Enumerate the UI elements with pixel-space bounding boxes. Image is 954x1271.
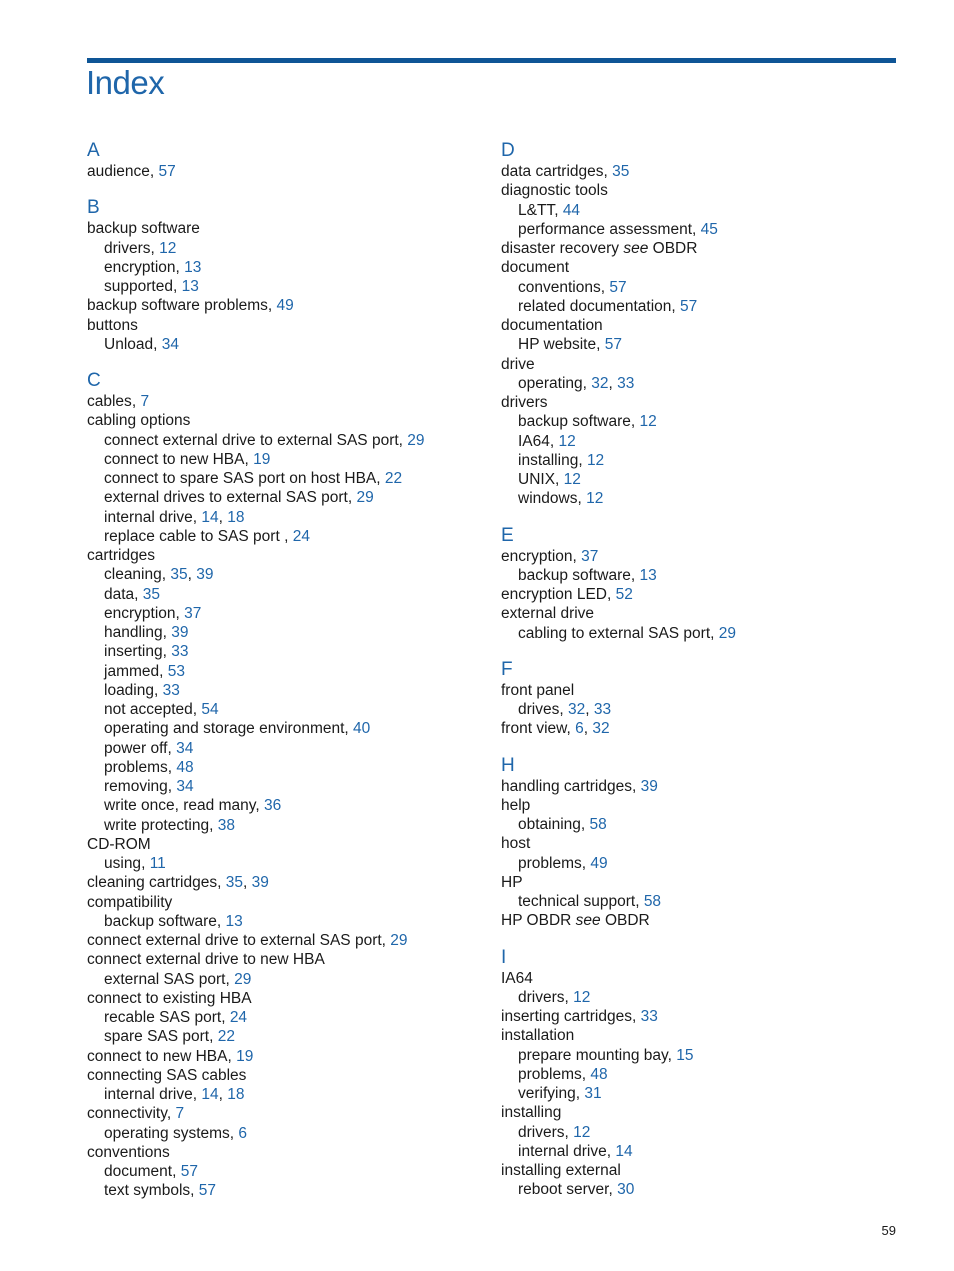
index-term: using: [104, 855, 142, 872]
index-subentry: using, 11: [104, 855, 166, 872]
index-subentry: operating, 32, 33: [518, 374, 635, 392]
page-link[interactable]: 32: [567, 701, 586, 718]
index-subentry: cleaning, 35, 39: [104, 566, 214, 584]
index-term: prepare mounting bay: [518, 1046, 668, 1064]
index-term: backup software problems: [87, 297, 268, 315]
page-link[interactable]: 6: [575, 720, 584, 738]
page-link[interactable]: 19: [253, 450, 271, 468]
page-link[interactable]: 34: [176, 778, 194, 795]
page-link[interactable]: 39: [171, 624, 189, 641]
index-entry: [87, 546, 487, 565]
index-term: encryption: [104, 258, 176, 276]
index-subentry: HP website, 57: [518, 336, 622, 354]
page-link[interactable]: 7: [175, 1105, 185, 1123]
index-entry: [501, 355, 901, 374]
index-subentry: drives, 32, 33: [518, 701, 612, 718]
page-link[interactable]: 12: [159, 239, 177, 257]
index-subentry: technical support, 58: [518, 893, 662, 910]
index-entry: connect to new HBA, 19: [87, 1047, 254, 1065]
index-entry: inserting cartridges, 33: [501, 1008, 658, 1025]
page-link[interactable]: 34: [161, 335, 179, 353]
index-term: backup software: [104, 912, 217, 930]
index-term: drives: [518, 701, 560, 718]
page-link[interactable]: 40: [353, 720, 371, 738]
index-column-right: [501, 140, 901, 1200]
index-term: cartridges: [87, 547, 156, 564]
index-letter-heading: E: [501, 524, 514, 546]
index-entry: backup software problems, 49: [87, 297, 294, 315]
index-subentry: problems, 48: [104, 758, 194, 776]
page-link[interactable]: 15: [676, 1046, 694, 1064]
index-subentry: reboot server, 30: [518, 1181, 635, 1199]
see-reference: see: [575, 912, 601, 930]
index-subentry: verifying, 31: [518, 1085, 602, 1102]
page-link[interactable]: 24: [292, 527, 310, 545]
index-entry: [501, 796, 901, 815]
index-letter-heading: I: [501, 946, 507, 968]
index-subentry: spare SAS port, 22: [104, 1028, 235, 1046]
page-link[interactable]: 33: [617, 374, 635, 392]
index-term: HP: [501, 873, 523, 891]
page-link[interactable]: 35: [170, 566, 188, 584]
index-letter-heading: C: [87, 370, 101, 391]
index-entry: [501, 239, 901, 258]
index-term: encryption: [104, 604, 176, 622]
index-term: replace cable to SAS port: [104, 527, 285, 545]
index-subentry: installing, 12: [518, 451, 605, 469]
index-subentry: encryption, 13: [104, 258, 202, 276]
index-subentry: handling, 39: [104, 624, 189, 641]
index-entry: [87, 950, 487, 969]
page-link[interactable]: 12: [586, 490, 604, 508]
index-term: IA64: [518, 432, 550, 450]
index-subentry: supported, 13: [104, 278, 199, 295]
page-link[interactable]: 53: [167, 662, 186, 680]
index-subentry: write once, read many, 36: [104, 797, 282, 815]
index-term: HP website: [518, 336, 597, 354]
index-term: removing: [104, 778, 168, 795]
index-entry: [87, 1066, 487, 1085]
page-link[interactable]: 32: [592, 720, 610, 738]
index-term: obtaining: [518, 816, 581, 833]
index-term: encryption: [501, 547, 573, 565]
index-term: L&TT: [518, 201, 555, 219]
index-entry: data cartridges, 35: [501, 163, 630, 180]
index-subentry: cabling to external SAS port, 29: [518, 624, 737, 642]
index-subentry: backup software, 13: [104, 912, 243, 930]
index-term: drivers: [518, 988, 565, 1006]
index-term: help: [501, 796, 531, 814]
index-letter-heading: D: [501, 140, 515, 161]
page-link[interactable]: 22: [384, 470, 403, 487]
index-subentry: related documentation, 57: [518, 297, 698, 315]
page-link[interactable]: 48: [176, 758, 194, 776]
page-link[interactable]: 30: [617, 1181, 635, 1199]
index-subentry: drivers, 12: [104, 239, 177, 257]
index-subentry: operating and storage environment, 40: [104, 720, 371, 738]
index-term: IA64: [501, 969, 533, 987]
index-entry: [501, 1026, 901, 1045]
page-link[interactable]: 54: [201, 701, 219, 718]
index-term: internal drive: [518, 1142, 607, 1160]
page-link[interactable]: 35: [142, 585, 161, 603]
index-subentry: drivers, 12: [518, 1123, 591, 1141]
index-term: compatibility: [87, 893, 173, 911]
index-term: audience: [87, 163, 150, 180]
index-term: UNIX: [518, 471, 556, 488]
top-rule: [87, 58, 896, 63]
page-link[interactable]: 12: [586, 451, 605, 469]
page-link[interactable]: 13: [184, 258, 202, 276]
index-term: backup software: [518, 413, 631, 431]
page-link[interactable]: 57: [180, 1163, 198, 1180]
index-subentry: internal drive, 14, 18: [104, 1086, 245, 1103]
index-subentry: UNIX, 12: [518, 471, 581, 488]
index-subentry: connect external drive to external SAS port, 29: [104, 431, 425, 449]
index-term: HP OBDR: [501, 912, 572, 930]
index-term: Unload: [104, 335, 154, 353]
page-link[interactable]: 37: [184, 604, 202, 622]
page-link[interactable]: 33: [171, 643, 189, 661]
index-term: supported: [104, 278, 173, 295]
index-term: drivers: [501, 394, 548, 411]
index-term: data cartridges: [501, 163, 604, 180]
index-entry: [87, 219, 487, 238]
page-link[interactable]: 36: [263, 797, 282, 815]
index-term: connect to spare SAS port on host HBA: [104, 470, 377, 487]
index-entry: connect external drive to external SAS port, 29: [87, 932, 408, 949]
page-link[interactable]: 6: [238, 1124, 248, 1142]
index-subentry: L&TT, 44: [518, 201, 581, 219]
index-term: external drives to external SAS port: [104, 489, 348, 507]
page-link[interactable]: 39: [196, 566, 214, 584]
page-link[interactable]: 44: [562, 201, 581, 219]
index-term: inserting: [104, 643, 163, 661]
index-subentry: Unload, 34: [104, 335, 179, 353]
index-term: front view: [501, 720, 567, 738]
index-term: CD-ROM: [87, 835, 151, 853]
page-link[interactable]: 33: [162, 681, 180, 699]
index-subentry: write protecting, 38: [104, 816, 235, 834]
index-term: disaster recovery: [501, 240, 620, 257]
index-term: handling cartridges: [501, 777, 632, 795]
page-link[interactable]: 45: [700, 220, 718, 238]
index-term: installing: [518, 451, 579, 469]
index-term: verifying: [518, 1085, 576, 1102]
index-entry: [501, 1103, 901, 1122]
page-link[interactable]: 12: [639, 413, 657, 431]
page-link[interactable]: 22: [217, 1028, 235, 1046]
index-subentry: external drives to external SAS port, 29: [104, 489, 374, 507]
index-term: diagnostic tools: [501, 182, 608, 200]
index-subentry: internal drive, 14: [518, 1142, 633, 1160]
index-term: connectivity: [87, 1105, 167, 1123]
page-link[interactable]: 12: [573, 1123, 591, 1141]
index-term: not accepted: [104, 701, 193, 718]
index-entry: handling cartridges, 39: [501, 777, 658, 795]
index-subentry: operating systems, 6: [104, 1124, 248, 1142]
index-term: power off: [104, 739, 168, 757]
index-term: problems: [518, 1065, 582, 1083]
index-letter-heading: F: [501, 658, 513, 680]
index-entry: [501, 681, 901, 700]
index-entry: [87, 1143, 487, 1162]
index-term: connect to new HBA: [104, 450, 245, 468]
index-term: document: [104, 1163, 173, 1180]
page-link[interactable]: 29: [234, 970, 252, 988]
index-term: encryption LED: [501, 586, 607, 603]
index-letter-heading: H: [501, 754, 515, 776]
index-subentry: not accepted, 54: [104, 701, 219, 718]
page-link[interactable]: 57: [158, 163, 176, 180]
page-link[interactable]: 29: [718, 624, 737, 642]
index-term: operating systems: [104, 1124, 230, 1142]
index-term: write once, read many: [104, 797, 256, 815]
index-term: reboot server: [518, 1181, 609, 1199]
index-term: connect to existing HBA: [87, 989, 252, 1007]
page-link[interactable]: 18: [227, 1086, 245, 1103]
index-subentry: conventions, 57: [518, 278, 627, 296]
index-subentry: prepare mounting bay, 15: [518, 1046, 694, 1064]
index-entry: [501, 316, 901, 335]
index-entry: [501, 969, 901, 988]
page-link[interactable]: 29: [356, 489, 374, 507]
page-link[interactable]: 19: [236, 1047, 254, 1065]
index-term: cables: [87, 393, 132, 410]
index-entry: [87, 989, 487, 1008]
page-link[interactable]: 14: [201, 508, 219, 526]
page-link[interactable]: 12: [573, 988, 591, 1006]
index-term: problems: [518, 854, 582, 872]
see-reference: see: [623, 240, 649, 257]
index-term: problems: [104, 758, 168, 776]
index-term: connect external drive to external SAS port: [87, 932, 382, 949]
index-subentry: obtaining, 58: [518, 816, 607, 833]
page-link[interactable]: 37: [581, 547, 599, 565]
index-entry: [501, 834, 901, 853]
page-link[interactable]: 39: [251, 874, 269, 892]
index-term: documentation: [501, 317, 603, 334]
index-term: external drive: [501, 605, 595, 623]
see-target: OBDR: [652, 240, 698, 257]
page-link[interactable]: 12: [563, 471, 581, 488]
page-link[interactable]: 52: [615, 586, 633, 603]
index-subentry: loading, 33: [104, 681, 180, 699]
index-term: connect external drive to new HBA: [87, 951, 325, 969]
index-term: cleaning cartridges: [87, 874, 218, 892]
index-entry: [87, 835, 487, 854]
index-term: buttons: [87, 316, 138, 334]
index-term: drivers: [518, 1123, 565, 1141]
index-column-left: [87, 140, 487, 1201]
index-term: installing: [501, 1104, 562, 1122]
index-subentry: jammed, 53: [104, 662, 186, 680]
page-link[interactable]: 38: [217, 816, 235, 834]
index-entry: [501, 258, 901, 277]
see-target: OBDR: [604, 912, 650, 930]
index-subentry: document, 57: [104, 1163, 198, 1180]
index-term: spare SAS port: [104, 1028, 210, 1046]
index-letter-heading: B: [87, 197, 100, 219]
page-link[interactable]: 7: [140, 393, 150, 410]
index-entry: encryption, 37: [501, 547, 599, 565]
index-entry: cleaning cartridges, 35, 39: [87, 874, 269, 892]
index-term: recable SAS port: [104, 1009, 222, 1026]
page-link[interactable]: 58: [589, 816, 607, 833]
index-term: backup software: [87, 220, 200, 238]
index-subentry: replace cable to SAS port , 24: [104, 527, 310, 545]
index-entry: [501, 1161, 901, 1180]
page-link[interactable]: 57: [198, 1182, 217, 1200]
index-entry: front view, 6, 32: [501, 720, 610, 738]
index-term: connect to new HBA: [87, 1047, 228, 1065]
index-entry: audience, 57: [87, 163, 176, 180]
index-term: operating and storage environment: [104, 720, 345, 738]
index-term: data: [104, 585, 135, 603]
index-subentry: encryption, 37: [104, 604, 202, 622]
index-term: windows: [518, 490, 578, 508]
index-term: cabling to external SAS port: [518, 624, 711, 642]
index-term: related documentation: [518, 297, 672, 315]
index-subentry: backup software, 12: [518, 413, 657, 431]
index-entry: [501, 604, 901, 623]
index-subentry: backup software, 13: [518, 566, 657, 584]
index-subentry: connect to spare SAS port on host HBA, 22: [104, 470, 403, 487]
index-subentry: IA64, 12: [518, 432, 576, 450]
page-link[interactable]: 24: [229, 1009, 248, 1026]
page-link[interactable]: 48: [590, 1065, 608, 1083]
page-link[interactable]: 49: [590, 854, 608, 872]
index-subentry: problems, 49: [518, 854, 608, 872]
page-link[interactable]: 57: [609, 278, 627, 296]
index-term: performance assessment: [518, 220, 693, 238]
index-term: handling: [104, 624, 163, 641]
index-entry: [501, 181, 901, 200]
index-subentry: recable SAS port, 24: [104, 1009, 248, 1026]
page-link[interactable]: 29: [407, 431, 425, 449]
index-term: cabling options: [87, 412, 191, 430]
page-link[interactable]: 32: [591, 374, 609, 392]
index-term: write protecting: [104, 816, 210, 834]
index-term: drive: [501, 355, 535, 373]
page-link[interactable]: 34: [176, 739, 194, 757]
index-entry: [501, 393, 901, 412]
index-term: operating: [518, 374, 583, 392]
index-entry: encryption LED, 52: [501, 586, 633, 603]
index-entry: cables, 7: [87, 393, 150, 410]
index-entry: [87, 411, 487, 430]
page-link[interactable]: 31: [584, 1085, 602, 1102]
index-term: loading: [104, 681, 154, 699]
index-term: inserting cartridges: [501, 1008, 632, 1025]
index-term: conventions: [87, 1143, 170, 1161]
index-entry: [501, 911, 901, 930]
page-link[interactable]: 18: [227, 508, 245, 526]
index-subentry: internal drive, 14, 18: [104, 508, 245, 526]
page-link[interactable]: 13: [225, 912, 243, 930]
index-subentry: text symbols, 57: [104, 1182, 217, 1200]
index-term: connecting SAS cables: [87, 1066, 247, 1084]
page-link[interactable]: 29: [390, 932, 408, 949]
index-term: jammed: [104, 662, 160, 680]
index-term: installation: [501, 1027, 575, 1045]
index-subentry: connect to new HBA, 19: [104, 450, 271, 468]
index-subentry: removing, 34: [104, 778, 194, 795]
index-term: conventions: [518, 278, 601, 296]
index-term: text symbols: [104, 1182, 191, 1200]
index-entry: [87, 316, 487, 335]
page-link[interactable]: 13: [181, 278, 199, 295]
index-term: external SAS port: [104, 970, 226, 988]
index-entry: [87, 893, 487, 912]
page-link[interactable]: 35: [612, 163, 630, 180]
index-term: backup software: [518, 566, 631, 584]
page-link[interactable]: 11: [149, 855, 166, 872]
page-link[interactable]: 33: [640, 1008, 658, 1025]
page-link[interactable]: 33: [593, 701, 612, 718]
page-link[interactable]: 14: [615, 1142, 633, 1160]
page-link[interactable]: 49: [276, 297, 294, 315]
index-term: internal drive: [104, 508, 193, 526]
index-subentry: power off, 34: [104, 739, 194, 757]
index-subentry: windows, 12: [518, 490, 604, 508]
index-term: connect external drive to external SAS port: [104, 431, 399, 449]
page-link[interactable]: 58: [643, 893, 662, 910]
index-term: installing external: [501, 1162, 621, 1179]
index-letter-heading: A: [87, 140, 100, 161]
index-term: drivers: [104, 239, 151, 257]
index-term: cleaning: [104, 566, 162, 584]
page-title: Index: [86, 64, 165, 101]
index-term: front panel: [501, 681, 575, 699]
index-term: technical support: [518, 893, 636, 910]
page-link[interactable]: 13: [639, 566, 657, 584]
index-term: internal drive: [104, 1086, 193, 1103]
page-link[interactable]: 57: [680, 297, 698, 315]
page-link[interactable]: 12: [558, 432, 576, 450]
page-number: 59: [881, 1223, 896, 1238]
index-subentry: data, 35: [104, 585, 161, 603]
page-link[interactable]: 39: [640, 777, 658, 795]
page-link[interactable]: 35: [225, 874, 243, 892]
index-subentry: inserting, 33: [104, 643, 189, 661]
index-subentry: external SAS port, 29: [104, 970, 252, 988]
page-link[interactable]: 14: [201, 1086, 219, 1103]
page-link[interactable]: 57: [604, 336, 622, 354]
index-term: document: [501, 259, 570, 277]
index-entry: [501, 873, 901, 892]
index-subentry: problems, 48: [518, 1065, 608, 1083]
index-subentry: drivers, 12: [518, 988, 591, 1006]
index-subentry: performance assessment, 45: [518, 220, 718, 238]
index-entry: connectivity, 7: [87, 1105, 185, 1123]
index-term: host: [501, 835, 531, 853]
